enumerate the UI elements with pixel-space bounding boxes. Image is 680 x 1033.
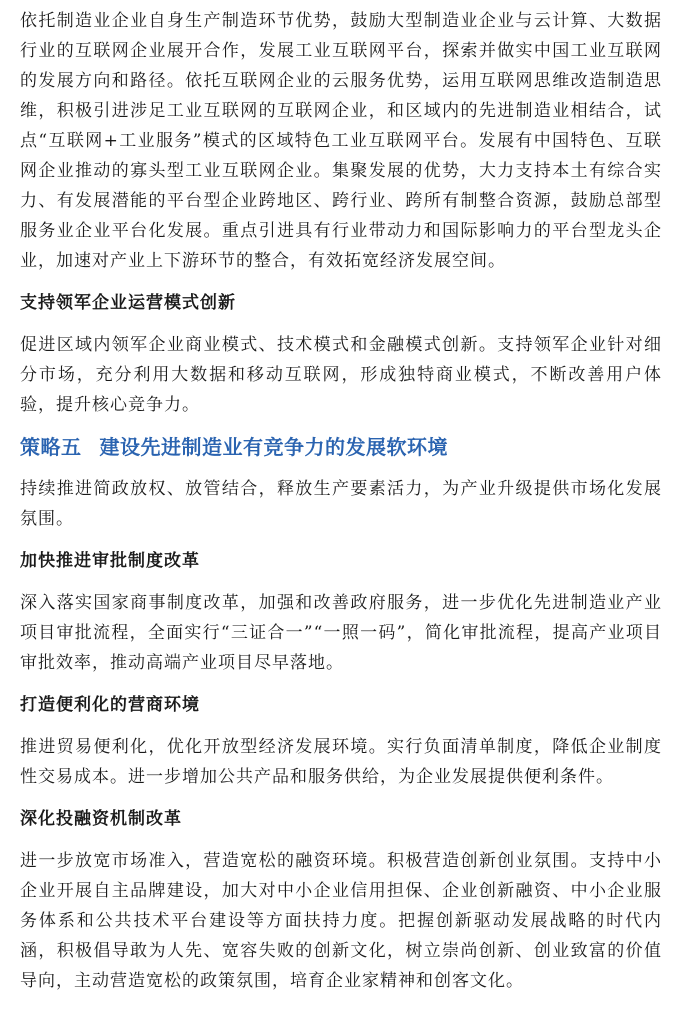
spacer [20, 318, 662, 330]
heading-approval-reform: 加快推进审批制度改革 [20, 551, 200, 571]
spacer [20, 462, 662, 474]
paragraph-simplify-administration: 持续推进简政放权、放管结合，释放生产要素活力，为产业升级提供市场化发展氛围。 [20, 479, 662, 529]
spacer [20, 276, 662, 288]
paragraph-business-environment: 推进贸易便利化，优化开放型经济发展环境。实行负面清单制度，降低企业制度性交易成本。进一步增加公共产品和服务供给，为企业发展提供便利条件。 [20, 737, 662, 787]
heading-business-environment: 打造便利化的营商环境 [20, 695, 200, 715]
spacer [20, 534, 662, 546]
paragraph-platform-development: 依托制造业企业自身生产制造环节优势，鼓励大型制造业企业与云计算、大数据行业的互联网企业展开合作，发展工业互联网平台，探索并做实中国工业互联网的发展方向和路径。依托互联网企业的云服务优势，运用互联网思维改造制造思维，积极引进涉足工业互联网的互联网企业，和区域内的先进制造业相结合，试点“互联网+工业服务”模式的区域特色工业互联网平台。发展有中国特色、互联网企业推动的寡头型工业互联网企业。集聚发展的优势，大力支持本土有综合实力、有发展潜能的平台型企业跨地区、跨行业、跨所有制整合资源，鼓励总部型服务业企业平台化发展。重点引进具有行业带动力和国际影响力的平台型龙头企业，加速对产业上下游环节的整合，有效拓宽经济发展空间。 [20, 11, 662, 271]
strategy-label: 策略五 [20, 435, 82, 459]
strategy-heading [20, 432, 662, 462]
strategy-title: 建设先进制造业有竞争力的发展软环境 [99, 435, 448, 459]
spacer [20, 792, 662, 804]
spacer [20, 420, 662, 432]
spacer [20, 834, 662, 846]
heading-leading-enterprise-innovation: 支持领军企业运营模式创新 [20, 293, 236, 313]
paragraph-approval-reform: 深入落实国家商事制度改革，加强和改善政府服务，进一步优化先进制造业产业项目审批流程，全面实行“三证合一”“一照一码”，简化审批流程，提高产业项目审批效率，推动高端产业项目尽早落地。 [20, 593, 662, 673]
spacer [20, 678, 662, 690]
paragraph-leading-enterprise: 促进区域内领军企业商业模式、技术模式和金融模式创新。支持领军企业针对细分市场，充分利用大数据和移动互联网，形成独特商业模式，不断改善用户体验，提升核心竞争力。 [20, 335, 662, 415]
spacer [20, 576, 662, 588]
spacer [20, 720, 662, 732]
heading-financing-reform: 深化投融资机制改革 [20, 809, 182, 829]
paragraph-financing-reform: 进一步放宽市场准入，营造宽松的融资环境。积极营造创新创业氛围。支持中小企业开展自主品牌建设，加大对中小企业信用担保、企业创新融资、中小企业服务体系和公共技术平台建设等方面扶持力度。把握创新驱动发展战略的时代内涵，积极倡导敢为人先、宽容失败的创新文化，树立崇尚创新、创业致富的价值导向，主动营造宽松的政策氛围，培育企业家精神和创客文化。 [20, 851, 662, 991]
